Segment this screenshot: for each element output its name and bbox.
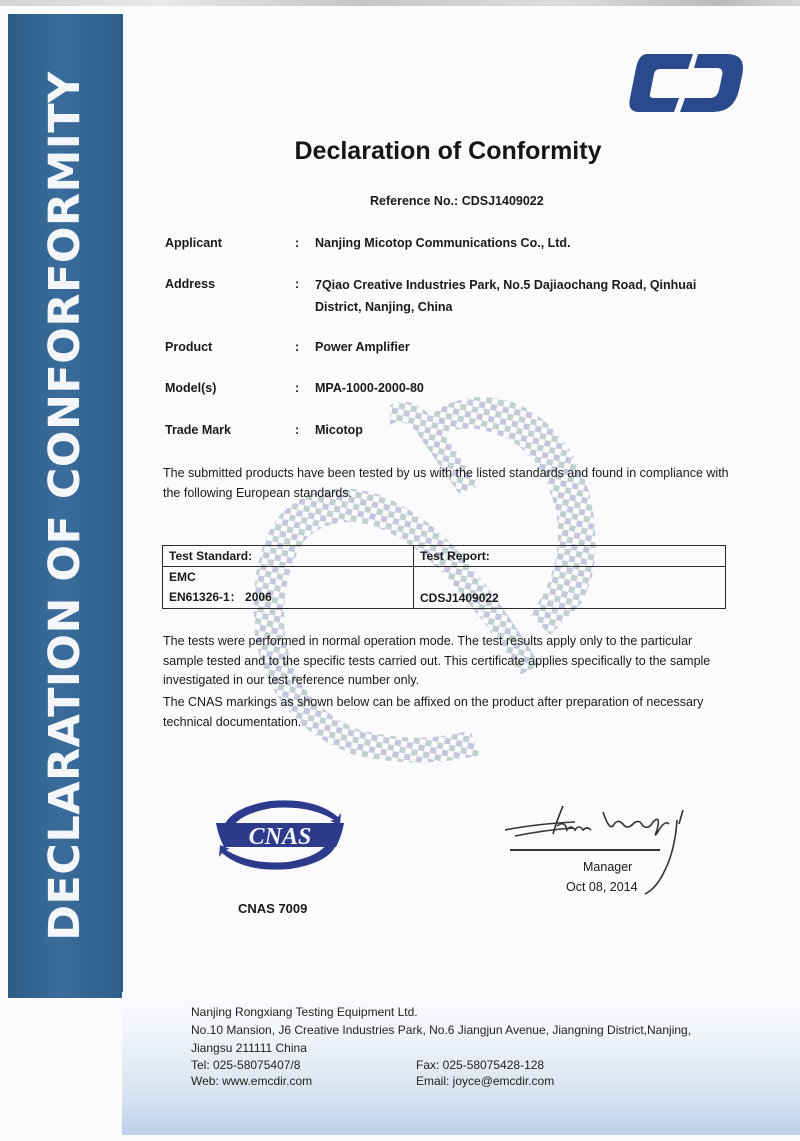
header-test-report: Test Report: (414, 546, 726, 567)
trademark-colon: : (295, 423, 300, 437)
product-label: Product (165, 340, 213, 354)
product-colon: : (295, 340, 300, 354)
address-colon: : (295, 277, 300, 291)
footer-web[interactable]: Web: www.emcdir.com (191, 1074, 313, 1088)
model-label: Model(s) (165, 381, 217, 395)
trademark-value: Micotop (315, 423, 363, 437)
cnas-logo-icon (210, 795, 350, 875)
footer-tel: Tel: 025-58075407/8 (191, 1058, 301, 1072)
trademark-label: Trade Mark (165, 423, 232, 437)
applicant-label: Applicant (165, 236, 222, 250)
model-value: MPA-1000-2000-80 (315, 381, 424, 395)
page-title: Declaration of Conformity (294, 137, 602, 165)
footer-email[interactable]: Email: joyce@emcdir.com (416, 1074, 555, 1088)
report-number: CDSJ1409022 (420, 591, 499, 605)
signature-line (510, 849, 660, 851)
footer-address-line1: No.10 Mansion, J6 Creative Industries Park, No.6 Jiangjun Avenue, Jiangning District,Nanjing, (191, 1023, 692, 1037)
product-value: Power Amplifier (315, 340, 410, 354)
cd-logo-icon (627, 52, 745, 114)
test-results-table (162, 545, 726, 609)
intro-paragraph: The submitted products have been tested by us with the listed standards and found in compliance with the following European standards. (163, 466, 729, 500)
scan-edge (0, 0, 800, 6)
footer-address-line2: Jiangsu 211111 China (191, 1041, 307, 1055)
model-colon: : (295, 381, 300, 395)
reference-number: Reference No.: CDSJ1409022 (370, 194, 544, 208)
banner-text: DECLARATION OF CONFORFORMITY (40, 71, 90, 941)
signer-title: Manager (583, 860, 633, 874)
header-test-standard: Test Standard: (163, 546, 414, 567)
address-value: 7Qiao Creative Industries Park, No.5 Dajiaochang Road, Qinhuai District, Nanjing, China (315, 278, 697, 314)
standard-category: EMC (169, 570, 196, 584)
cnas-logo-text: CNAS (248, 824, 312, 850)
applicant-value: Nanjing Micotop Communications Co., Ltd. (315, 236, 571, 250)
table-row (163, 567, 726, 609)
address-label: Address (165, 277, 216, 291)
standard-code: EN61326-1： 2006 (169, 590, 272, 604)
applicant-colon: : (295, 236, 300, 250)
signature-date: Oct 08, 2014 (566, 880, 638, 894)
cnas-caption: CNAS 7009 (238, 901, 308, 916)
cnas-note: The CNAS markings as shown below can be affixed on the product after preparation of necessary technical documentation. (163, 695, 704, 729)
footer-fax: Fax: 025-58075428-128 (416, 1058, 545, 1072)
footer-company: Nanjing Rongxiang Testing Equipment Ltd. (191, 1005, 418, 1019)
tests-note: The tests were performed in normal operation mode. The test results apply only to the particular sample tested and to the specific tests carried out. This certificate applies specifically to the sample investigated in our test reference number only. (163, 634, 711, 687)
